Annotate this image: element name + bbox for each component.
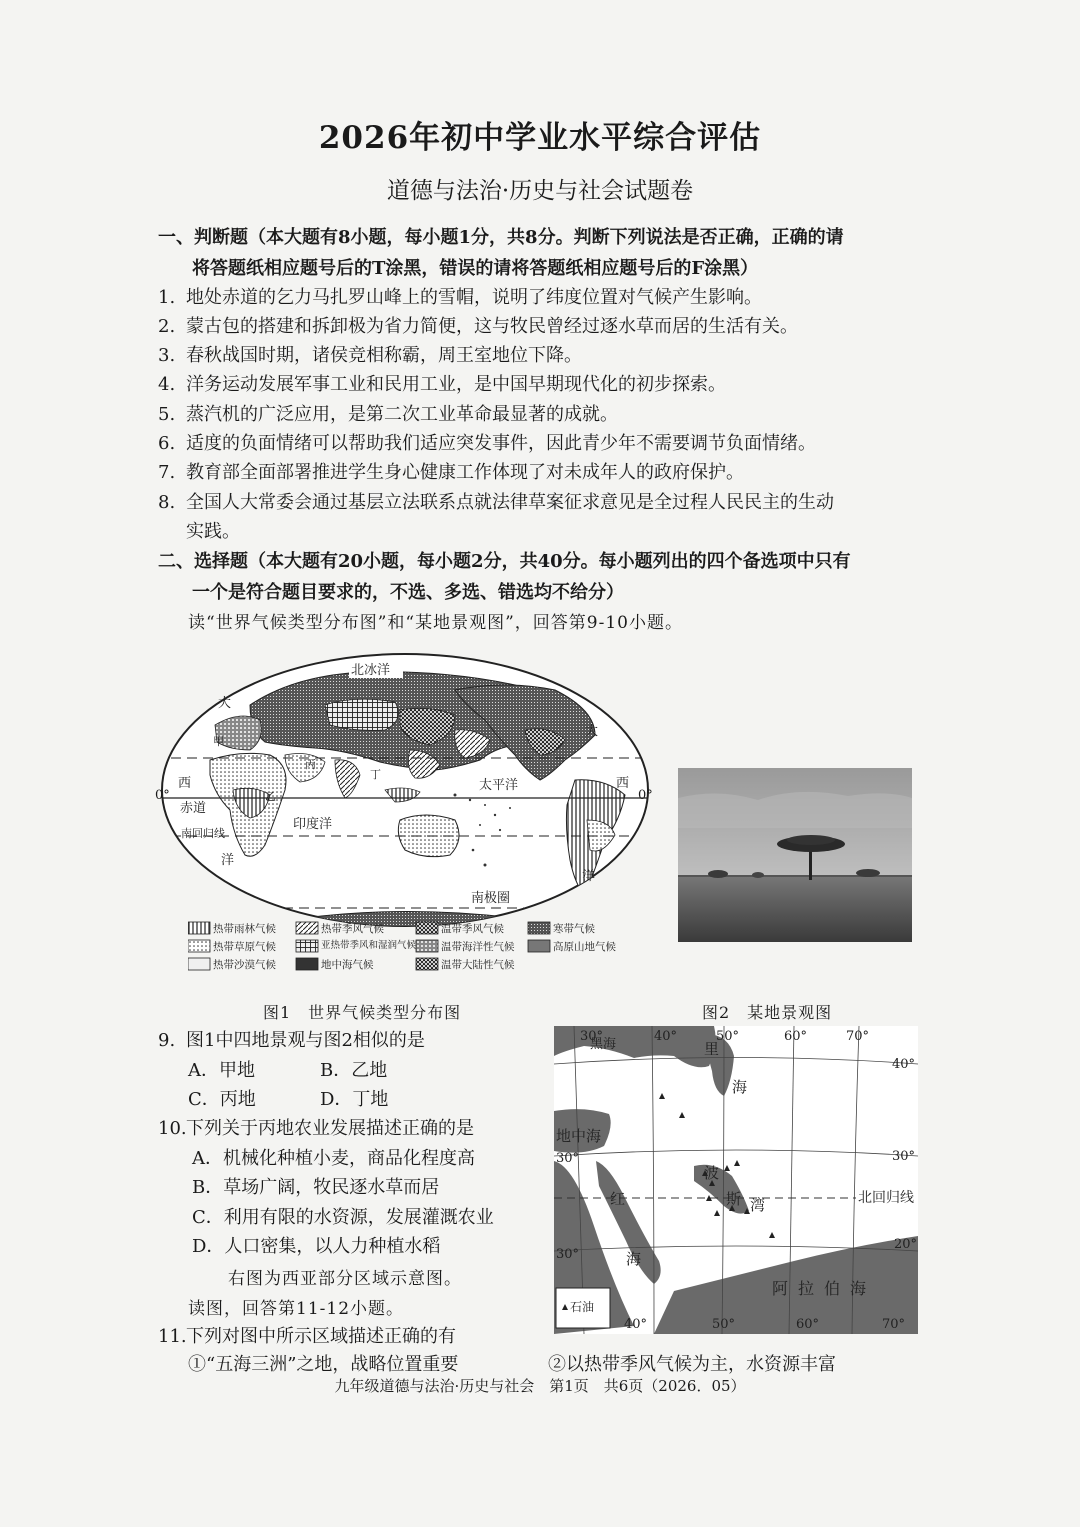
item-number: 7. (158, 462, 176, 483)
svg-text:温带季风气候: 温带季风气候 (441, 923, 504, 935)
label-equator: 赤道 (180, 801, 207, 816)
legend-item (188, 958, 276, 971)
item-text: 教育部全面部署推进学生身心健康工作体现了对未成年人的政府保护。 (186, 462, 744, 483)
legend-item (296, 939, 417, 952)
label-caspian-2: 海 (732, 1078, 748, 1096)
item-number: 2. (158, 316, 176, 337)
legend-item (528, 940, 616, 953)
tf-item-6 (158, 429, 938, 458)
legend-item (416, 940, 515, 953)
label-place-jia: 甲 (213, 735, 224, 748)
lat-right-40: 40° (892, 1057, 916, 1072)
lon-bottom-40: 40° (624, 1317, 648, 1332)
lon-top-40: 40° (654, 1029, 678, 1044)
label-black-sea: 黑海 (590, 1037, 617, 1052)
climate-legend (188, 920, 638, 976)
figure1-caption: 图1 世界气候类型分布图 (263, 1003, 462, 1022)
legend-item (296, 922, 384, 935)
section1-heading-line1: 一、判断题（本大题有8小题，每小题1分，共8分。判断下列说法是否正确，正确的请 (158, 227, 844, 248)
label-persian-2: 斯 (726, 1190, 742, 1208)
savanna-landscape-photo (678, 768, 912, 942)
legend-item (416, 958, 515, 971)
label-red-sea-2: 海 (626, 1250, 642, 1268)
label-pacific-ocean: 太平洋 (479, 778, 519, 793)
section2-intro: 读“世界气候类型分布图”和“某地景观图”，回答第9-10小题。 (188, 613, 683, 633)
lon-bottom-70: 70° (882, 1317, 906, 1332)
label-atlantic-right-1: 大 (585, 724, 599, 739)
tf-item-5 (158, 400, 938, 429)
item-text: 适度的负面情绪可以帮助我们适应突发事件，因此青少年不需要调节负面情绪。 (186, 433, 816, 454)
q10-option-b[interactable]: B．草场广阔，牧民逐水草而居 (192, 1177, 440, 1198)
label-place-bing: 丙 (305, 758, 316, 771)
questions-11-12-intro: 读图，回答第11-12小题。 (188, 1299, 405, 1319)
lat-left-30-lower: 30° (556, 1247, 580, 1262)
question-9 (158, 1026, 538, 1055)
item-number: 4. (158, 374, 176, 395)
tf-item-8 (158, 488, 938, 546)
item-text-cont: 实践。 (186, 521, 240, 542)
exam-subtitle: 道德与法治·历史与社会试题卷 (386, 178, 694, 204)
exam-title: 2026年初中学业水平综合评估 (318, 120, 762, 156)
item-number: 3. (158, 345, 176, 366)
tf-item-7 (158, 458, 938, 487)
label-tropic-north: 北回归线 (858, 1190, 914, 1206)
lon-top-50: 50° (716, 1029, 740, 1044)
q9-option-d[interactable]: D．丁地 (320, 1089, 389, 1110)
svg-text:地中海气候: 地中海气候 (321, 959, 374, 971)
svg-text:温带海洋性气候: 温带海洋性气候 (441, 941, 515, 953)
item-text: 全国人大常委会通过基层立法联系点就法律草案征求意见是全过程人民民主的生动 (186, 492, 834, 513)
q9-option-a[interactable]: A．甲地 (188, 1060, 255, 1081)
svg-text:热带草原气候: 热带草原气候 (213, 941, 276, 953)
item-text: 蒙古包的搭建和拆卸极为省力简便，这与牧民曾经过逐水草而居的生活有关。 (186, 316, 798, 337)
svg-text:热带雨林气候: 热带雨林气候 (213, 923, 276, 935)
label-red-sea-1: 红 (610, 1190, 626, 1208)
west-asia-map (554, 1026, 918, 1334)
q11-option-2[interactable]: ②以热带季风气候为主，水资源丰富 (548, 1354, 836, 1375)
svg-text:寒带气候: 寒带气候 (553, 923, 595, 935)
question-stem: 下列对图中所示区域描述正确的有 (186, 1326, 456, 1347)
item-number: 6. (158, 433, 176, 454)
question-number: 9. (158, 1030, 176, 1051)
item-number: 8. (158, 492, 176, 513)
q10-option-c[interactable]: C．利用有限的水资源，发展灌溉农业 (192, 1207, 494, 1228)
label-persian-3: 湾 (750, 1196, 766, 1214)
item-text: 春秋战国时期，诸侯竞相称霸，周王室地位下降。 (186, 345, 582, 366)
legend-item (188, 922, 276, 935)
svg-text:温带大陆性气候: 温带大陆性气候 (441, 959, 515, 971)
q9-option-c[interactable]: C．丙地 (188, 1089, 256, 1110)
label-deg-left: 0° (155, 788, 170, 803)
section2-heading-line1: 二、选择题（本大题有20小题，每小题2分，共40分。每小题列出的四个备选项中只有 (158, 551, 851, 572)
lat-left-30: 30° (556, 1151, 580, 1166)
question-stem: 图1中四地景观与图2相似的是 (186, 1030, 425, 1051)
question-10 (158, 1114, 538, 1143)
lon-bottom-50: 50° (712, 1317, 736, 1332)
label-arctic-ocean: 北冰洋 (351, 663, 391, 678)
lon-top-70: 70° (846, 1029, 870, 1044)
lat-right-20: 20° (894, 1237, 918, 1252)
section1-heading-line2: 将答题纸相应题号后的T涂黑，错误的请将答题纸相应题号后的F涂黑） (192, 258, 759, 279)
lon-top-60: 60° (784, 1029, 808, 1044)
legend-oil: 石油 (570, 1300, 595, 1314)
label-atlantic-left-1: 大 (218, 696, 232, 711)
label-atlantic-right-3: 洋 (582, 869, 596, 884)
section2-heading (158, 546, 948, 608)
tf-item-3 (158, 341, 938, 370)
label-arabian-sea: 阿拉伯海 (772, 1279, 877, 1298)
label-atlantic-left-3: 洋 (221, 853, 235, 868)
lon-bottom-60: 60° (796, 1317, 820, 1332)
question-number: 10. (158, 1118, 187, 1139)
tf-item-2 (158, 312, 938, 341)
svg-text:高原山地气候: 高原山地气候 (553, 941, 616, 953)
q9-option-b[interactable]: B．乙地 (320, 1060, 388, 1081)
label-tropic-south: 南回归线 (181, 827, 225, 840)
legend-item (528, 922, 595, 935)
legend-item (188, 940, 276, 953)
question-11 (158, 1322, 558, 1351)
label-atlantic-left-2: 西 (178, 776, 192, 791)
tf-item-1 (158, 283, 938, 312)
map-note: 右图为西亚部分区域示意图。 (228, 1269, 462, 1289)
question-number: 11. (158, 1326, 187, 1347)
figure2-caption: 图2 某地景观图 (702, 1003, 833, 1022)
svg-text:热带沙漠气候: 热带沙漠气候 (213, 959, 276, 971)
legend-item (416, 922, 504, 935)
label-indian-ocean: 印度洋 (293, 817, 333, 832)
label-caspian-1: 里 (704, 1040, 720, 1058)
label-atlantic-right-2: 西 (616, 776, 630, 791)
label-place-ding: 丁 (370, 768, 381, 781)
legend-item (296, 958, 374, 971)
page-footer: 九年级道德与法治·历史与社会 第1页 共6页（2026．05） (334, 1377, 746, 1395)
section2-heading-line2: 一个是符合题目要求的，不选、多选、错选均不给分） (192, 582, 624, 603)
label-antarctic-circle: 南极圈 (471, 891, 511, 906)
question-stem: 下列关于丙地农业发展描述正确的是 (186, 1118, 474, 1139)
label-deg-right: 0° (638, 788, 653, 803)
label-persian-1: 波 (704, 1164, 720, 1182)
svg-text:热带季风气候: 热带季风气候 (321, 923, 384, 935)
item-text: 地处赤道的乞力马扎罗山峰上的雪帽，说明了纬度位置对气候产生影响。 (186, 287, 762, 308)
lat-right-30: 30° (892, 1149, 916, 1164)
item-text: 蒸汽机的广泛应用，是第二次工业革命最显著的成就。 (186, 404, 618, 425)
item-number: 1. (158, 287, 176, 308)
q10-option-d[interactable]: D．人口密集，以人力种植水稻 (192, 1236, 441, 1257)
svg-text:亚热带季风和湿润气候: 亚热带季风和湿润气候 (321, 940, 417, 951)
item-number: 5. (158, 404, 176, 425)
label-place-yi: 乙 (265, 790, 276, 803)
q10-option-a[interactable]: A．机械化种植小麦，商品化程度高 (192, 1148, 475, 1169)
q11-option-1[interactable]: ①“五海三洲”之地，战略位置重要 (188, 1354, 459, 1375)
label-mediterranean: 地中海 (556, 1127, 602, 1145)
item-text: 洋务运动发展军事工业和民用工业，是中国早期现代化的初步探索。 (186, 374, 726, 395)
section1-heading (158, 222, 948, 284)
lon-top-30: 30° (580, 1029, 604, 1044)
tf-item-4 (158, 370, 938, 399)
